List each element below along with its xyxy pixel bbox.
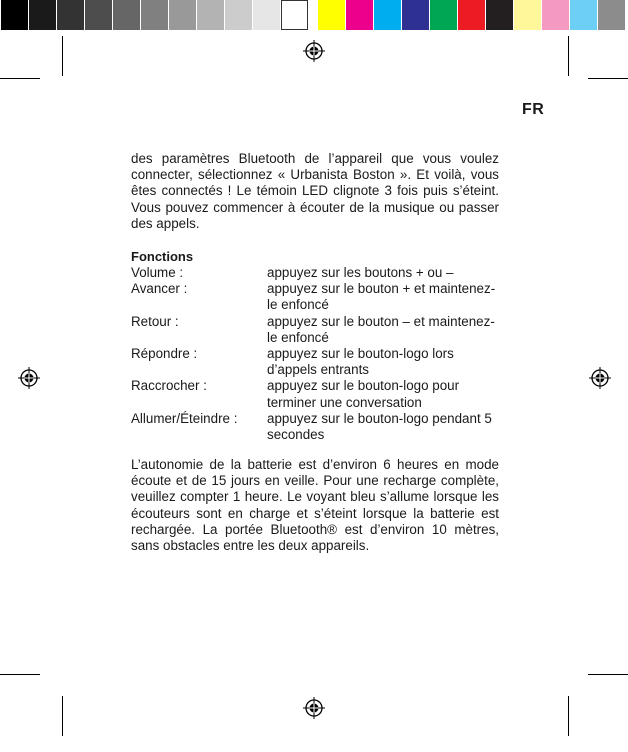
color-swatch: [430, 0, 457, 30]
crop-mark: [0, 78, 40, 79]
functions-list: [131, 265, 499, 443]
color-swatch: [281, 0, 308, 30]
color-swatch: [346, 0, 373, 30]
function-description: appuyez sur les boutons + ou –: [267, 265, 454, 280]
crop-mark: [62, 36, 63, 76]
color-swatch: [141, 0, 168, 30]
function-row: [131, 314, 499, 346]
crop-mark: [588, 674, 628, 675]
color-swatch: [374, 0, 401, 30]
functions-heading: Fonctions: [131, 249, 194, 264]
language-tab: FR: [522, 101, 545, 118]
color-swatch: [1, 0, 28, 30]
color-swatch: [318, 0, 345, 30]
color-swatch: [85, 0, 112, 30]
color-swatch: [225, 0, 252, 30]
pairing-paragraph: des paramètres Bluetooth de l’appareil que vous voulez connecter, sélectionnez « Urbanista Boston ». Et voilà, vous êtes connectés ! Le témoin LED clignote 3 fois puis s’éteint. Vous pouvez commencer à écouter de la musique ou passer des appels.: [131, 151, 499, 231]
function-description: appuyez sur le bouton-logo pour terminer une conversation: [267, 378, 460, 410]
color-calibration-bar: [0, 0, 628, 30]
color-swatch: [169, 0, 196, 30]
color-swatch: [253, 0, 280, 30]
crop-mark: [568, 696, 569, 736]
function-row: [131, 346, 499, 378]
function-label: Raccrocher :: [131, 378, 207, 394]
function-label: Retour :: [131, 313, 179, 329]
battery-paragraph: L’autonomie de la batterie est d’environ 6 heures en mode écoute et de 15 jours en veille. Pour une recharge complète, veuillez compter 1 heure. Le voyant bleu s’allume lorsque les écouteurs sont en charge et s’éteint lorsque la batterie est rechargée. La portée Bluetooth® est d’environ 10 mètres, sans obstacles entre les deux appareils.: [131, 457, 499, 554]
function-row: [131, 411, 499, 443]
function-label: Avancer :: [131, 281, 188, 297]
color-swatch: [598, 0, 625, 30]
function-label: Allumer/Éteindre :: [131, 410, 238, 426]
function-label: Volume :: [131, 265, 184, 280]
function-row: [131, 378, 499, 410]
color-swatch: [458, 0, 485, 30]
function-description: appuyez sur le bouton – et maintenez-le enfoncé: [267, 313, 495, 345]
color-swatch: [113, 0, 140, 30]
crop-mark: [0, 674, 40, 675]
registration-mark-icon: [303, 40, 325, 62]
function-description: appuyez sur le bouton + et maintenez-le enfoncé: [267, 281, 496, 313]
color-swatch: [514, 0, 541, 30]
function-description: appuyez sur le bouton-logo lors d’appels entrants: [267, 346, 454, 378]
registration-mark-icon: [303, 697, 325, 719]
function-row: [131, 281, 499, 313]
function-row: [131, 265, 499, 281]
color-swatch: [570, 0, 597, 30]
color-swatch: [29, 0, 56, 30]
registration-mark-icon: [18, 367, 40, 389]
color-swatch: [402, 0, 429, 30]
registration-mark-icon: [589, 367, 611, 389]
color-swatch: [486, 0, 513, 30]
color-swatch: [542, 0, 569, 30]
crop-mark: [588, 78, 628, 79]
function-label: Répondre :: [131, 346, 198, 362]
function-description: appuyez sur le bouton-logo pendant 5 secondes: [267, 410, 492, 443]
color-swatch: [197, 0, 224, 30]
crop-mark: [62, 696, 63, 736]
crop-mark: [568, 36, 569, 76]
color-swatch: [57, 0, 84, 30]
